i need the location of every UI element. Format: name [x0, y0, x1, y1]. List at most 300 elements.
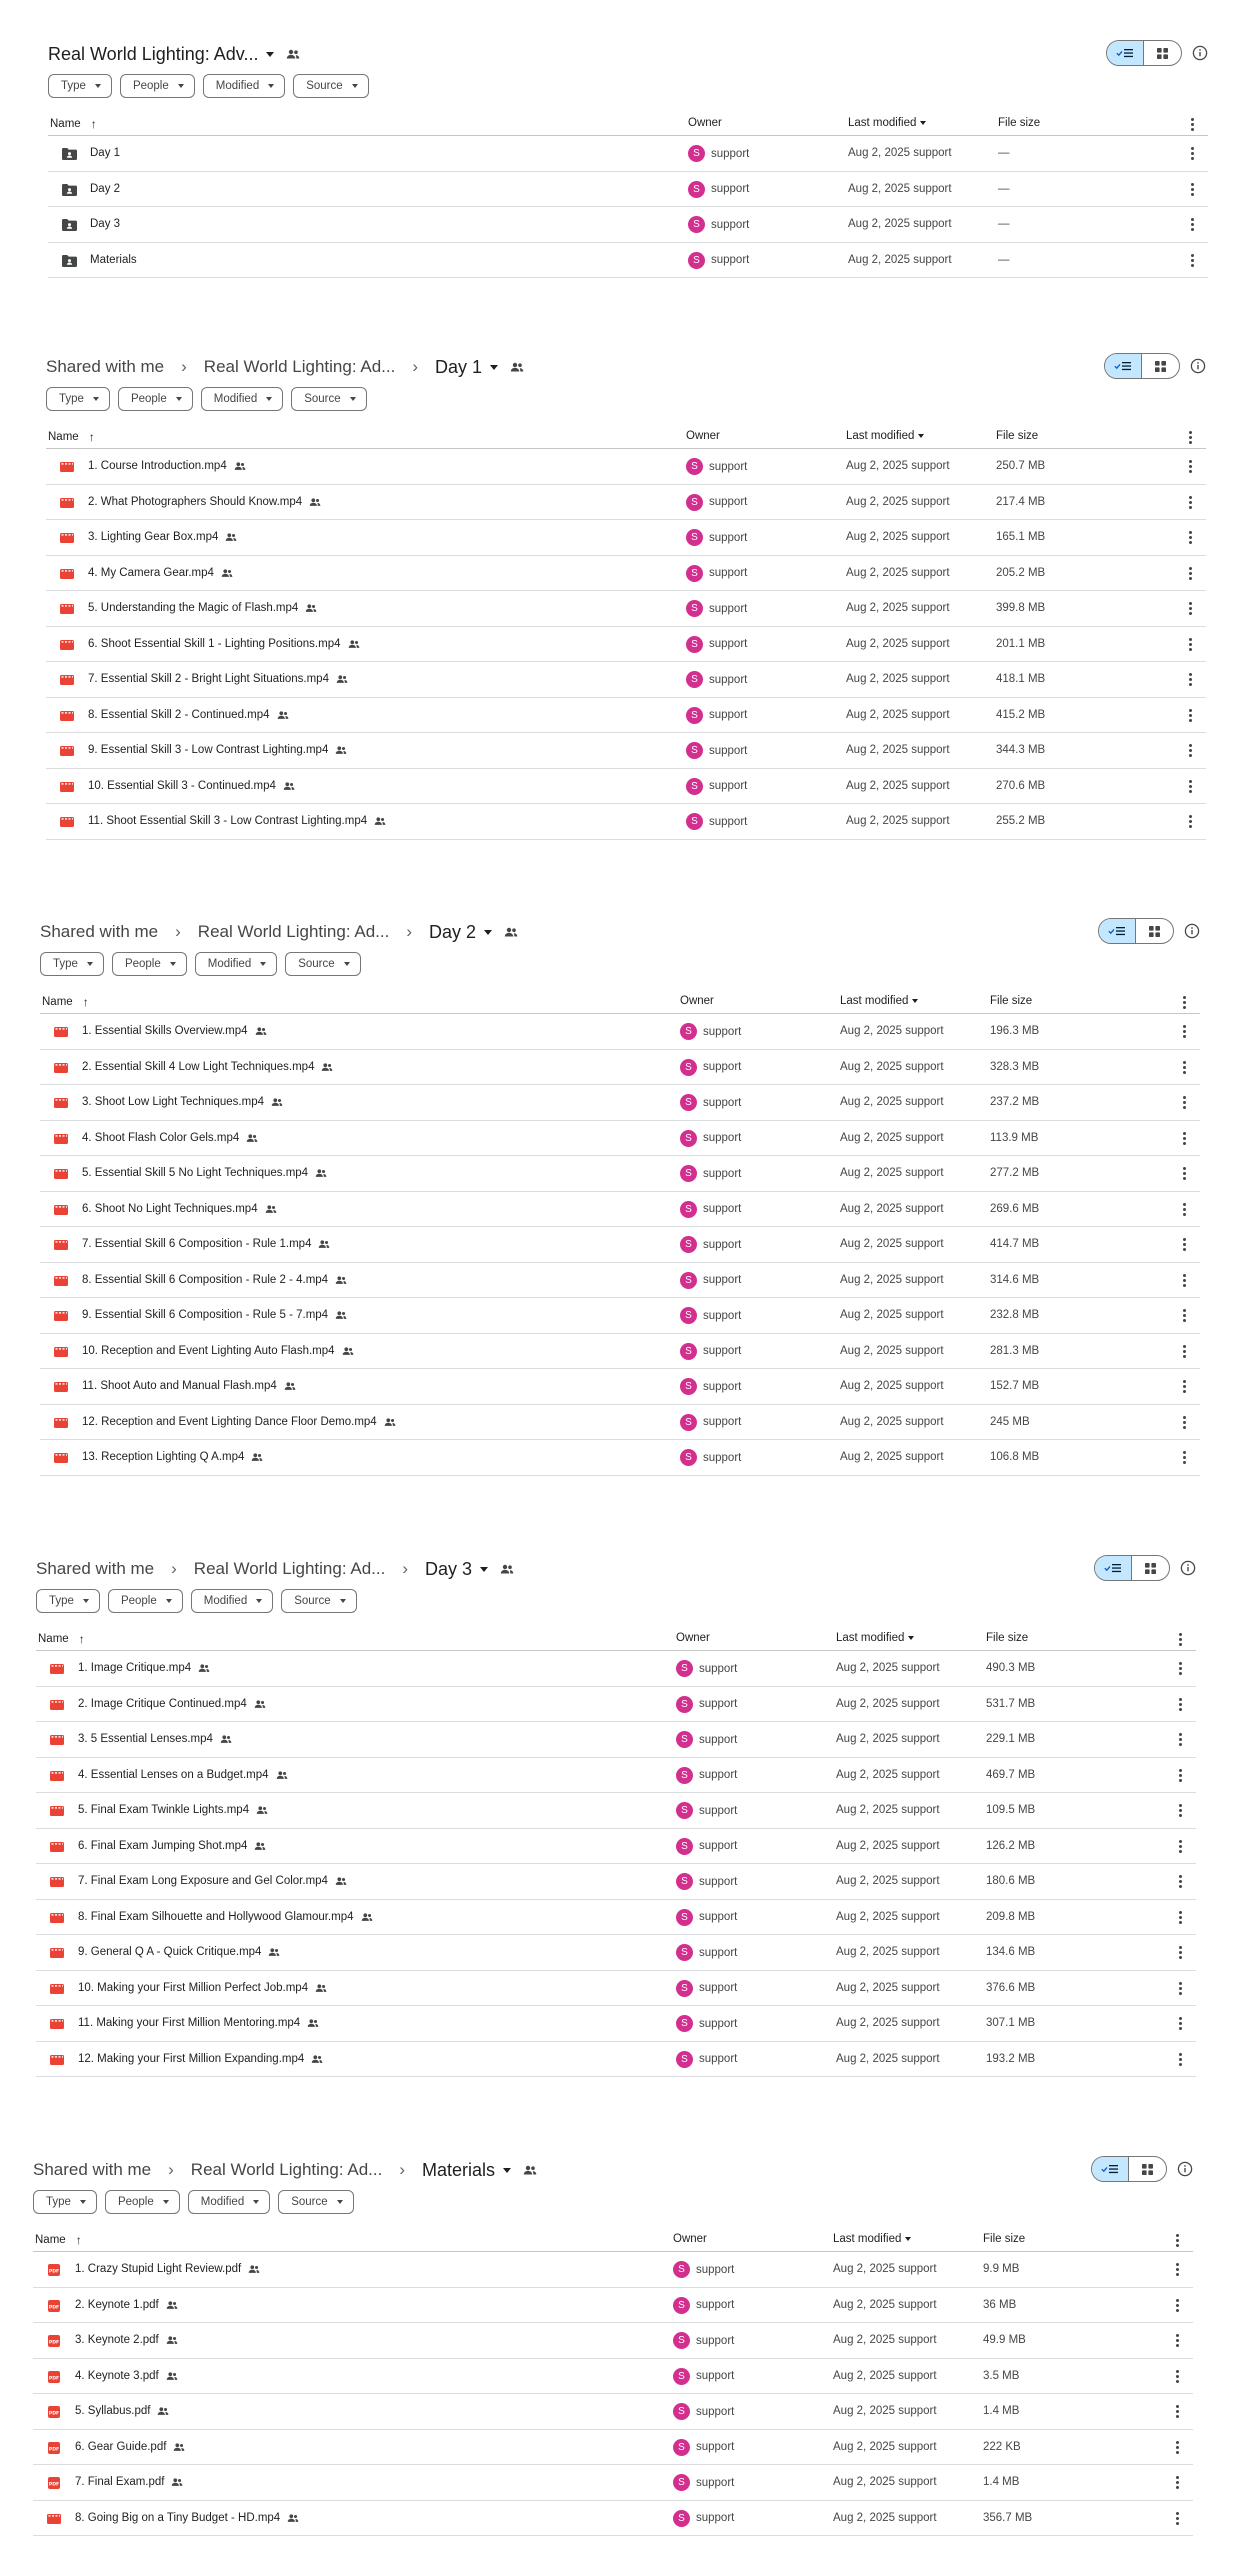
dropdown-arrow-icon: [340, 1599, 346, 1603]
owner-name: support: [699, 2017, 738, 2030]
owner-cell: [673, 2403, 734, 2420]
filter-chip-people[interactable]: [118, 387, 193, 411]
more-actions-menu[interactable]: [1182, 1096, 1186, 1109]
video-file-icon: [50, 1876, 64, 1887]
table-row[interactable]: [46, 520, 1206, 556]
file-name: 8. Final Exam Silhouette and Hollywood Glamour.mp4: [78, 1910, 354, 1923]
file-size-cell: 255.2 MB: [996, 815, 1046, 827]
grid-view-button[interactable]: [1136, 919, 1173, 943]
table-row[interactable]: [33, 2465, 1193, 2501]
current-folder-menu[interactable]: [435, 357, 498, 378]
file-name-cell: [75, 2263, 261, 2275]
folder-listing-section: [48, 34, 1208, 278]
people-icon: [284, 1382, 296, 1391]
table-row[interactable]: [36, 1687, 1196, 1723]
file-size-cell: 1.4 MB: [983, 2405, 1020, 2417]
sort-up-arrow-icon[interactable]: ↑: [88, 430, 95, 444]
file-size-cell: —: [998, 147, 1010, 159]
more-actions-menu[interactable]: [1190, 254, 1194, 267]
table-row[interactable]: [40, 1085, 1200, 1121]
people-icon: [305, 604, 317, 613]
info-icon[interactable]: [1184, 923, 1200, 939]
more-actions-menu[interactable]: [1190, 183, 1194, 196]
table-row[interactable]: [40, 1192, 1200, 1228]
breadcrumb-root[interactable]: Shared with me: [40, 922, 159, 941]
dropdown-arrow-icon: [256, 1599, 262, 1603]
column-options-menu[interactable]: [1190, 118, 1194, 131]
column-header-name[interactable]: [35, 2233, 82, 2247]
dropdown-arrow-icon: [93, 397, 99, 401]
people-icon: [283, 781, 295, 790]
people-icon: [198, 1664, 210, 1673]
column-header-name[interactable]: [50, 117, 97, 131]
column-header-owner: Owner: [676, 1632, 710, 1644]
file-list: [46, 449, 1206, 840]
grid-view-button[interactable]: [1144, 41, 1181, 65]
column-options-menu[interactable]: [1175, 2234, 1179, 2247]
table-row[interactable]: [40, 1156, 1200, 1192]
people-icon: [166, 2336, 178, 2345]
sort-down-arrow-icon: [918, 434, 924, 438]
last-modified-cell: Aug 2, 2025 support: [846, 708, 950, 721]
last-modified-cell: Aug 2, 2025 support: [846, 460, 950, 472]
grid-view-button[interactable]: [1142, 354, 1179, 378]
file-name-cell: [82, 1167, 328, 1179]
people-icon: [510, 362, 524, 372]
table-row[interactable]: [46, 591, 1206, 627]
file-name-cell: [82, 1309, 348, 1321]
table-row[interactable]: [36, 1864, 1196, 1900]
people-icon: [157, 2407, 169, 2416]
table-row[interactable]: [33, 2501, 1193, 2537]
filter-chip-type[interactable]: [46, 387, 110, 411]
column-header-modified[interactable]: [836, 1632, 914, 1644]
file-name-cell: [88, 567, 234, 579]
more-actions-menu[interactable]: [1178, 1946, 1182, 1959]
info-icon[interactable]: [1177, 2161, 1193, 2177]
filter-chip-type[interactable]: [33, 2190, 97, 2214]
owner-cell: [673, 2261, 734, 2278]
avatar: S: [680, 1059, 697, 1076]
people-icon: [254, 1841, 266, 1850]
breadcrumb: [33, 2150, 1193, 2190]
sort-up-arrow-icon[interactable]: ↑: [75, 2233, 82, 2247]
filter-chip-label: Modified: [213, 393, 258, 405]
avatar: S: [688, 181, 705, 198]
table-row[interactable]: [46, 698, 1206, 734]
column-header-modified[interactable]: [833, 2233, 911, 2245]
more-actions-menu[interactable]: [1175, 2299, 1179, 2312]
breadcrumb-root[interactable]: Shared with me: [46, 357, 165, 376]
breadcrumb-parent[interactable]: Real World Lighting: Ad...: [203, 357, 396, 376]
avatar: S: [676, 1696, 693, 1713]
avatar: S: [680, 1094, 697, 1111]
more-actions-menu[interactable]: [1178, 1804, 1182, 1817]
more-actions-menu[interactable]: [1182, 1416, 1186, 1429]
table-row[interactable]: [46, 733, 1206, 769]
more-actions-menu[interactable]: [1182, 1167, 1186, 1180]
column-options-menu[interactable]: [1182, 996, 1186, 1009]
filter-chip-source[interactable]: [291, 387, 366, 411]
last-modified-cell: Aug 2, 2025 support: [836, 1697, 940, 1710]
table-row[interactable]: [40, 1121, 1200, 1157]
more-actions-menu[interactable]: [1175, 2405, 1179, 2418]
more-actions-menu[interactable]: [1175, 2334, 1179, 2347]
more-actions-menu[interactable]: [1178, 1662, 1182, 1675]
column-header-label: Name: [48, 431, 79, 443]
file-size-cell: 193.2 MB: [986, 2052, 1036, 2065]
table-header: [46, 425, 1206, 449]
avatar: S: [680, 1449, 697, 1466]
people-icon: [322, 1062, 334, 1071]
more-actions-menu[interactable]: [1178, 1698, 1182, 1711]
filter-chip-people[interactable]: [105, 2190, 180, 2214]
pdf-file-icon: [47, 2300, 61, 2311]
table-header: [36, 1627, 1196, 1651]
table-row[interactable]: [36, 1900, 1196, 1936]
filter-chip-modified[interactable]: [195, 952, 277, 976]
file-name: 3. Keynote 2.pdf: [75, 2334, 159, 2346]
file-size-cell: 399.8 MB: [996, 602, 1046, 614]
more-actions-menu[interactable]: [1175, 2512, 1179, 2525]
owner-name: support: [703, 1380, 742, 1393]
owner-name: support: [709, 815, 748, 828]
video-file-icon: [50, 2018, 64, 2029]
filter-chip-source[interactable]: [293, 74, 368, 98]
dropdown-arrow-icon: [253, 2200, 259, 2204]
people-icon: [335, 1877, 347, 1886]
table-row[interactable]: [46, 485, 1206, 521]
current-folder-menu[interactable]: [48, 44, 274, 65]
more-actions-menu[interactable]: [1175, 2370, 1179, 2383]
table-row[interactable]: [33, 2430, 1193, 2466]
more-actions-menu[interactable]: [1178, 1840, 1182, 1853]
check-list-icon: [1104, 1563, 1122, 1573]
view-toggle: [1106, 40, 1182, 66]
file-name-cell: [88, 815, 387, 827]
filter-chip-source[interactable]: [278, 2190, 353, 2214]
more-actions-menu[interactable]: [1182, 1309, 1186, 1322]
dropdown-arrow-icon: [178, 84, 184, 88]
column-header-name[interactable]: [38, 1632, 85, 1646]
table-row[interactable]: [40, 1298, 1200, 1334]
file-name: 8. Essential Skill 6 Composition - Rule 2 - 4.mp4: [82, 1273, 329, 1286]
last-modified-cell: Aug 2, 2025 support: [840, 1309, 944, 1321]
people-icon: [265, 1204, 277, 1213]
sort-down-arrow-icon: [912, 999, 918, 1003]
column-header-size: File size: [990, 995, 1033, 1007]
owner-name: support: [696, 2370, 735, 2382]
more-actions-menu[interactable]: [1182, 1274, 1186, 1287]
breadcrumb-parent[interactable]: Real World Lighting: Ad...: [190, 2160, 383, 2179]
more-actions-menu[interactable]: [1188, 673, 1192, 686]
file-size-cell: 106.8 MB: [990, 1451, 1040, 1463]
filter-chip-type[interactable]: [48, 74, 112, 98]
more-actions-menu[interactable]: [1188, 602, 1192, 615]
column-header-modified[interactable]: [846, 430, 924, 442]
list-view-button[interactable]: [1107, 41, 1144, 65]
last-modified-cell: Aug 2, 2025 support: [840, 1238, 944, 1250]
table-row[interactable]: [46, 627, 1206, 663]
table-row[interactable]: [40, 1369, 1200, 1405]
filter-chip-people[interactable]: [120, 74, 195, 98]
table-row[interactable]: [46, 769, 1206, 805]
list-view-button[interactable]: [1095, 1556, 1132, 1580]
column-header-modified[interactable]: [848, 117, 926, 129]
breadcrumb-root[interactable]: Shared with me: [33, 2160, 152, 2179]
last-modified-cell: Aug 2, 2025 support: [836, 1733, 940, 1745]
more-actions-menu[interactable]: [1175, 2263, 1179, 2276]
more-actions-menu[interactable]: [1178, 1982, 1182, 1995]
table-row[interactable]: [36, 2006, 1196, 2042]
shared-folder-icon: [62, 148, 76, 159]
table-row[interactable]: [33, 2252, 1193, 2288]
table-row[interactable]: [36, 1829, 1196, 1865]
video-file-icon: [47, 2513, 61, 2524]
table-row[interactable]: [36, 1758, 1196, 1794]
sort-up-arrow-icon[interactable]: ↑: [82, 995, 89, 1009]
more-actions-menu[interactable]: [1178, 2053, 1182, 2066]
table-row[interactable]: [40, 1263, 1200, 1299]
owner-cell: [680, 1130, 741, 1147]
file-list: [48, 136, 1208, 278]
video-file-icon: [60, 745, 74, 756]
last-modified-cell: Aug 2, 2025 support: [848, 182, 952, 195]
more-actions-menu[interactable]: [1182, 1451, 1186, 1464]
table-row[interactable]: [48, 136, 1208, 172]
file-name-cell: [82, 1274, 348, 1286]
file-name: 6. Gear Guide.pdf: [75, 2440, 167, 2453]
filter-chip-modified[interactable]: [201, 387, 283, 411]
table-row[interactable]: [40, 1050, 1200, 1086]
table-row[interactable]: [33, 2288, 1193, 2324]
last-modified-cell: Aug 2, 2025 support: [836, 2017, 940, 2029]
more-actions-menu[interactable]: [1182, 1203, 1186, 1216]
chevron-right-icon: ›: [171, 1559, 177, 1578]
people-icon: [172, 2478, 184, 2487]
last-modified-cell: Aug 2, 2025 support: [846, 744, 950, 756]
filter-chip-label: Modified: [200, 2196, 245, 2208]
avatar: S: [686, 600, 703, 617]
file-name: 4. Essential Lenses on a Budget.mp4: [78, 1768, 269, 1781]
more-actions-menu[interactable]: [1188, 567, 1192, 580]
table-row[interactable]: [33, 2394, 1193, 2430]
table-row[interactable]: [36, 1935, 1196, 1971]
table-row[interactable]: [40, 1440, 1200, 1476]
grid-icon: [1157, 48, 1168, 59]
table-row[interactable]: [36, 1722, 1196, 1758]
owner-name: support: [709, 673, 748, 686]
more-actions-menu[interactable]: [1188, 780, 1192, 793]
table-header: [48, 112, 1208, 136]
more-actions-menu[interactable]: [1182, 1025, 1186, 1038]
more-actions-menu[interactable]: [1178, 1733, 1182, 1746]
video-file-icon: [50, 2054, 64, 2065]
video-file-icon: [54, 1346, 68, 1357]
table-row[interactable]: [33, 2323, 1193, 2359]
info-icon[interactable]: [1180, 1560, 1196, 1576]
filter-chip-modified[interactable]: [191, 1589, 273, 1613]
shared-folder-icon: [62, 219, 76, 230]
column-options-menu[interactable]: [1178, 1633, 1182, 1646]
table-row[interactable]: [46, 449, 1206, 485]
more-actions-menu[interactable]: [1188, 496, 1192, 509]
table-row[interactable]: [40, 1227, 1200, 1263]
breadcrumb-root[interactable]: Shared with me: [36, 1559, 155, 1578]
table-row[interactable]: [36, 2042, 1196, 2078]
people-icon: [504, 927, 518, 937]
current-folder-menu[interactable]: [429, 922, 492, 943]
grid-view-button[interactable]: [1129, 2157, 1166, 2181]
last-modified-cell: Aug 2, 2025 support: [836, 1839, 940, 1852]
more-actions-menu[interactable]: [1190, 218, 1194, 231]
owner-cell: [676, 1838, 737, 1855]
list-view-button[interactable]: [1099, 919, 1136, 943]
filter-chip-people[interactable]: [112, 952, 187, 976]
table-row[interactable]: [36, 1971, 1196, 2007]
owner-cell: [680, 1094, 741, 1111]
file-size-cell: 113.9 MB: [990, 1131, 1039, 1144]
owner-name: support: [696, 2476, 735, 2489]
more-actions-menu[interactable]: [1182, 1380, 1186, 1393]
more-actions-menu[interactable]: [1188, 638, 1192, 651]
more-actions-menu[interactable]: [1188, 744, 1192, 757]
more-actions-menu[interactable]: [1182, 1132, 1186, 1145]
sort-up-arrow-icon[interactable]: ↑: [78, 1632, 85, 1646]
filter-chip-people[interactable]: [108, 1589, 183, 1613]
info-icon[interactable]: [1190, 358, 1206, 374]
more-actions-menu[interactable]: [1188, 531, 1192, 544]
owner-name: support: [703, 1203, 742, 1215]
dropdown-arrow-icon: [266, 397, 272, 401]
table-row[interactable]: [48, 243, 1208, 279]
last-modified-cell: Aug 2, 2025 support: [840, 1202, 944, 1215]
avatar: S: [673, 2332, 690, 2349]
owner-cell: [676, 1731, 737, 1748]
file-name-cell: [88, 744, 348, 756]
table-row[interactable]: [48, 207, 1208, 243]
file-size-cell: 270.6 MB: [996, 779, 1046, 792]
column-header-name[interactable]: [42, 995, 89, 1009]
more-actions-menu[interactable]: [1182, 1345, 1186, 1358]
svg-text:PDF: PDF: [48, 2269, 60, 2275]
filter-chips: [46, 387, 367, 413]
more-actions-menu[interactable]: [1178, 2017, 1182, 2030]
more-actions-menu[interactable]: [1178, 1911, 1182, 1924]
table-row[interactable]: [40, 1405, 1200, 1441]
more-actions-menu[interactable]: [1188, 709, 1192, 722]
pdf-file-icon: [47, 2477, 61, 2488]
more-actions-menu[interactable]: [1175, 2441, 1179, 2454]
more-actions-menu[interactable]: [1190, 147, 1194, 160]
more-actions-menu[interactable]: [1178, 1875, 1182, 1888]
grid-view-button[interactable]: [1132, 1556, 1169, 1580]
owner-name: support: [709, 496, 748, 508]
info-icon[interactable]: [1192, 45, 1208, 61]
column-header-owner: Owner: [680, 995, 714, 1007]
table-row[interactable]: [36, 1651, 1196, 1687]
people-icon: [315, 1983, 327, 1992]
last-modified-cell: Aug 2, 2025 support: [846, 495, 950, 508]
more-actions-menu[interactable]: [1188, 815, 1192, 828]
owner-cell: [686, 636, 747, 653]
filter-chip-label: Source: [294, 1595, 331, 1607]
more-actions-menu[interactable]: [1175, 2476, 1179, 2489]
chevron-right-icon: ›: [181, 357, 187, 376]
avatar: S: [686, 636, 703, 653]
filter-chip-source[interactable]: [281, 1589, 356, 1613]
file-size-cell: 222 KB: [983, 2440, 1021, 2453]
file-list: [40, 1014, 1200, 1476]
column-header-name[interactable]: [48, 430, 95, 444]
file-size-cell: 109.5 MB: [986, 1804, 1036, 1816]
column-header-modified[interactable]: [840, 995, 918, 1007]
file-name: 11. Making your First Million Mentoring.mp4: [78, 2017, 301, 2029]
avatar: S: [676, 1873, 693, 1890]
people-icon: [335, 1311, 347, 1320]
filter-chips: [36, 1589, 357, 1615]
filter-chip-source[interactable]: [285, 952, 360, 976]
file-name-cell: [88, 531, 238, 543]
file-size-cell: 1.4 MB: [983, 2476, 1020, 2488]
column-options-menu[interactable]: [1188, 431, 1192, 444]
file-name: 5. Understanding the Magic of Flash.mp4: [88, 602, 299, 614]
filter-chip-type[interactable]: [36, 1589, 100, 1613]
last-modified-cell: Aug 2, 2025 support: [833, 2263, 937, 2275]
breadcrumb-parent[interactable]: Real World Lighting: Ad...: [197, 922, 390, 941]
filter-chip-label: People: [130, 393, 167, 405]
filter-chip-type[interactable]: [40, 952, 104, 976]
more-actions-menu[interactable]: [1178, 1769, 1182, 1782]
table-row[interactable]: [48, 172, 1208, 208]
avatar: S: [688, 216, 705, 233]
filter-chip-modified[interactable]: [203, 74, 285, 98]
last-modified-cell: Aug 2, 2025 support: [846, 531, 950, 543]
breadcrumb-parent[interactable]: Real World Lighting: Ad...: [193, 1559, 386, 1578]
more-actions-menu[interactable]: [1182, 1238, 1186, 1251]
file-name: 3. 5 Essential Lenses.mp4: [78, 1733, 213, 1745]
filter-chip-modified[interactable]: [188, 2190, 270, 2214]
avatar: S: [680, 1165, 697, 1182]
table-row[interactable]: [46, 662, 1206, 698]
owner-name: support: [711, 254, 750, 266]
people-icon: [234, 462, 246, 471]
column-header-size: File size: [998, 117, 1041, 129]
svg-text:PDF: PDF: [48, 2411, 60, 2417]
last-modified-cell: Aug 2, 2025 support: [840, 1025, 944, 1037]
sort-up-arrow-icon[interactable]: ↑: [90, 117, 97, 131]
current-folder-menu[interactable]: [425, 1559, 488, 1580]
list-view-button[interactable]: [1092, 2157, 1129, 2181]
table-row[interactable]: [46, 804, 1206, 840]
table-row[interactable]: [40, 1014, 1200, 1050]
list-view-button[interactable]: [1105, 354, 1142, 378]
people-icon: [254, 1699, 266, 1708]
more-actions-menu[interactable]: [1182, 1061, 1186, 1074]
people-icon: [311, 2054, 323, 2063]
chevron-right-icon: ›: [402, 1559, 408, 1578]
table-row[interactable]: [40, 1334, 1200, 1370]
column-header-label: Name: [50, 118, 81, 130]
dropdown-arrow-icon: [87, 962, 93, 966]
current-folder-menu[interactable]: [422, 2160, 511, 2181]
table-row[interactable]: [33, 2359, 1193, 2395]
table-row[interactable]: [36, 1793, 1196, 1829]
table-row[interactable]: [46, 556, 1206, 592]
check-list-icon: [1114, 361, 1132, 371]
more-actions-menu[interactable]: [1188, 460, 1192, 473]
file-name: 10. Reception and Event Lighting Auto Flash.mp4: [82, 1344, 335, 1357]
